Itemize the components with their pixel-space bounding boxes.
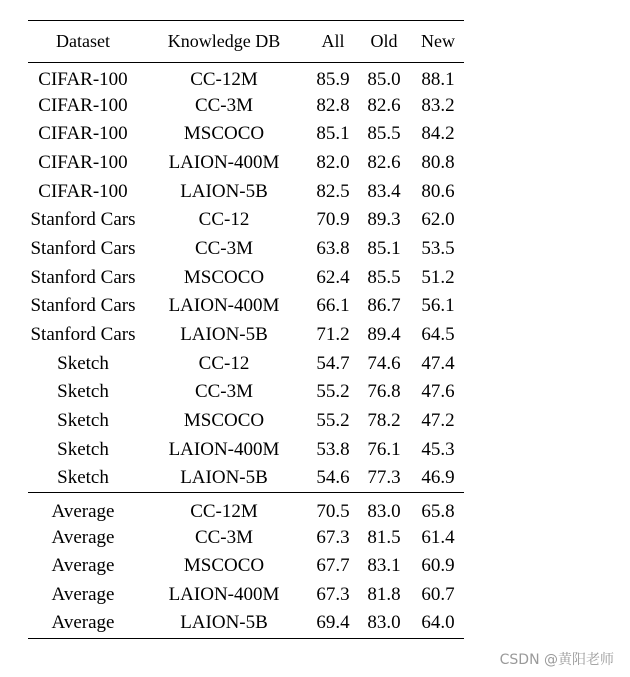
- table-header: [28, 21, 464, 63]
- cell-knowledge-db: LAION-400M: [168, 438, 280, 460]
- cell-dataset: Average: [51, 555, 115, 577]
- cell-knowledge-db: MSCOCO: [183, 410, 265, 432]
- cell-all: 55.2: [316, 381, 350, 403]
- table-row: [28, 292, 464, 321]
- header-dataset: Dataset: [28, 21, 138, 63]
- cell-knowledge-db: MSCOCO: [183, 555, 265, 577]
- cell-knowledge-db: LAION-5B: [180, 324, 268, 346]
- table-row: [28, 581, 464, 610]
- cell-all: 55.2: [316, 410, 350, 432]
- header-knowledge-db: Knowledge DB: [138, 21, 310, 63]
- table-row: [28, 263, 464, 292]
- table-row: [28, 349, 464, 378]
- header-old: Old: [356, 21, 412, 63]
- cell-knowledge-db: CC-3M: [194, 381, 254, 403]
- cell-old: 89.3: [367, 209, 401, 231]
- cell-dataset: Average: [28, 493, 138, 524]
- cell-dataset: Average: [51, 526, 115, 548]
- table-row: [28, 321, 464, 350]
- cell-old: 76.1: [367, 438, 401, 460]
- cell-knowledge-db: LAION-5B: [138, 609, 310, 638]
- table-row: [28, 552, 464, 581]
- cell-knowledge-db: MSCOCO: [183, 123, 265, 145]
- cell-dataset: CIFAR-100: [38, 151, 128, 173]
- cell-dataset: CIFAR-100: [38, 94, 128, 116]
- cell-new: 62.0: [421, 209, 455, 231]
- table-row: [28, 435, 464, 464]
- cell-knowledge-db: CC-12M: [190, 69, 258, 91]
- cell-knowledge-db: LAION-400M: [168, 584, 280, 606]
- cell-old: 83.0: [356, 609, 412, 638]
- cell-knowledge-db: LAION-5B: [180, 180, 268, 202]
- cell-old: 85.5: [367, 123, 401, 145]
- cell-old: 77.3: [367, 467, 401, 489]
- cell-dataset: Sketch: [57, 467, 109, 489]
- cell-new: 80.6: [421, 180, 455, 202]
- cell-knowledge-db: CC-12: [198, 352, 250, 374]
- table-row: [28, 63, 464, 92]
- cell-new: 65.8: [412, 493, 464, 524]
- cell-knowledge-db: CC-12M: [138, 493, 310, 524]
- header-all: All: [310, 21, 356, 63]
- cell-dataset: CIFAR-100: [38, 123, 128, 145]
- cell-dataset: Sketch: [57, 381, 109, 403]
- cell-old: 85.1: [367, 237, 401, 259]
- cell-all: 85.9: [316, 69, 350, 91]
- cell-knowledge-db: CC-3M: [194, 94, 254, 116]
- header-new: New: [412, 21, 464, 63]
- table-row: [28, 149, 464, 178]
- watermark: CSDN @黄阳老师: [499, 652, 614, 668]
- cell-dataset: Sketch: [57, 410, 109, 432]
- cell-new: 47.6: [421, 381, 455, 403]
- table-row: [28, 235, 464, 264]
- cell-all: 63.8: [316, 237, 350, 259]
- cell-new: 64.5: [421, 324, 455, 346]
- cell-new: 53.5: [421, 237, 455, 259]
- cell-dataset: Sketch: [57, 352, 109, 374]
- cell-dataset: Stanford Cars: [30, 295, 136, 317]
- cell-knowledge-db: MSCOCO: [183, 266, 265, 288]
- cell-new: 88.1: [421, 69, 455, 91]
- cell-old: 86.7: [367, 295, 401, 317]
- cell-dataset: Average: [51, 584, 115, 606]
- cell-all: 67.3: [316, 584, 350, 606]
- cell-dataset: Stanford Cars: [30, 209, 136, 231]
- cell-all: 54.7: [316, 352, 350, 374]
- cell-new: 47.2: [421, 410, 455, 432]
- cell-old: 83.4: [367, 180, 401, 202]
- cell-old: 89.4: [367, 324, 401, 346]
- table-row: [28, 120, 464, 149]
- table-row: [28, 464, 464, 493]
- cell-all: 82.0: [316, 151, 350, 173]
- cell-dataset: CIFAR-100: [38, 180, 128, 202]
- cell-all: 54.6: [316, 467, 350, 489]
- cell-old: 85.0: [367, 69, 401, 91]
- cell-old: 83.0: [356, 493, 412, 524]
- cell-old: 81.8: [367, 584, 401, 606]
- cell-all: 69.4: [310, 609, 356, 638]
- cell-old: 85.5: [367, 266, 401, 288]
- cell-knowledge-db: LAION-400M: [168, 151, 280, 173]
- table-body: [28, 63, 464, 639]
- cell-all: 71.2: [316, 324, 350, 346]
- cell-new: 80.8: [421, 151, 455, 173]
- cell-knowledge-db: LAION-5B: [180, 467, 268, 489]
- cell-dataset: Average: [28, 609, 138, 638]
- cell-knowledge-db: CC-3M: [194, 237, 254, 259]
- cell-old: 74.6: [367, 352, 401, 374]
- cell-old: 82.6: [367, 94, 401, 116]
- table-row: [28, 177, 464, 206]
- table-row: [28, 609, 464, 638]
- cell-all: 53.8: [316, 438, 350, 460]
- cell-knowledge-db: CC-12: [198, 209, 250, 231]
- cell-old: 78.2: [367, 410, 401, 432]
- cell-all: 70.9: [316, 209, 350, 231]
- cell-new: 84.2: [421, 123, 455, 145]
- table-row: [28, 378, 464, 407]
- cell-new: 45.3: [421, 438, 455, 460]
- cell-knowledge-db: CC-3M: [194, 526, 254, 548]
- cell-dataset: Stanford Cars: [30, 237, 136, 259]
- cell-knowledge-db: LAION-400M: [168, 295, 280, 317]
- cell-new: 61.4: [421, 526, 455, 548]
- cell-all: 70.5: [310, 493, 356, 524]
- cell-all: 67.7: [316, 555, 350, 577]
- cell-new: 60.7: [421, 584, 455, 606]
- cell-new: 46.9: [421, 467, 455, 489]
- cell-new: 47.4: [421, 352, 455, 374]
- cell-old: 82.6: [367, 151, 401, 173]
- cell-all: 62.4: [316, 266, 350, 288]
- cell-dataset: Stanford Cars: [30, 266, 136, 288]
- table-row: [28, 523, 464, 552]
- cell-new: 51.2: [421, 266, 455, 288]
- header-row: [28, 21, 464, 63]
- cell-new: 64.0: [412, 609, 464, 638]
- cell-all: 82.8: [316, 94, 350, 116]
- cell-old: 83.1: [367, 555, 401, 577]
- cell-all: 85.1: [316, 123, 350, 145]
- cell-new: 60.9: [421, 555, 455, 577]
- cell-dataset: Stanford Cars: [30, 324, 136, 346]
- table-row: [28, 407, 464, 436]
- table-row: [28, 206, 464, 235]
- table-row: [28, 493, 464, 524]
- cell-all: 67.3: [316, 526, 350, 548]
- cell-new: 56.1: [421, 295, 455, 317]
- cell-dataset: CIFAR-100: [38, 69, 128, 91]
- results-table: [28, 20, 464, 639]
- cell-dataset: Sketch: [57, 438, 109, 460]
- cell-all: 66.1: [316, 295, 350, 317]
- cell-all: 82.5: [316, 180, 350, 202]
- table-row: [28, 91, 464, 120]
- cell-old: 81.5: [367, 526, 401, 548]
- cell-new: 83.2: [421, 94, 455, 116]
- cell-old: 76.8: [367, 381, 401, 403]
